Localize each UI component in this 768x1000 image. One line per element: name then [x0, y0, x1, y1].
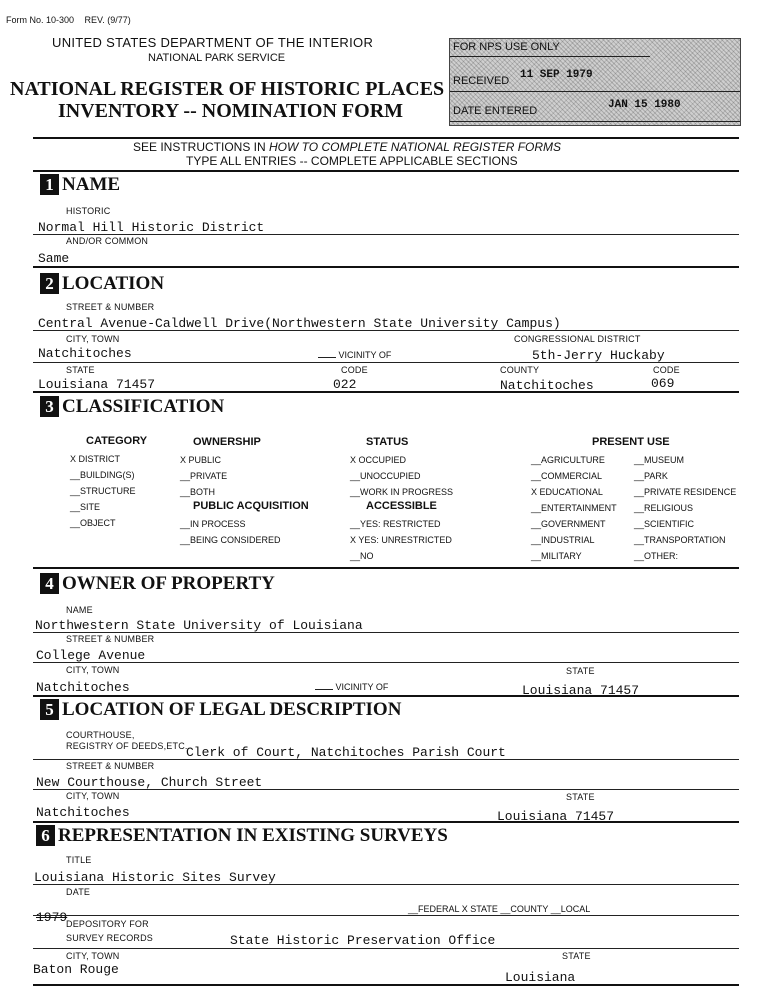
state-code-label: CODE — [341, 365, 368, 375]
use-park-option[interactable]: __PARK — [634, 471, 668, 481]
section-1-number: 1 — [40, 174, 59, 195]
common-name-field[interactable]: Same — [38, 251, 70, 266]
status-work-in-progress-option[interactable]: __WORK IN PROGRESS — [350, 487, 454, 497]
depository-label: DEPOSITORY FOR — [66, 919, 149, 929]
section-1-header — [40, 174, 120, 195]
section-3-title: CLASSIFICATION — [62, 396, 225, 417]
survey-title-label: TITLE — [66, 855, 92, 865]
common-name-label: AND/OR COMMON — [66, 236, 149, 246]
status-occupied-option[interactable]: X OCCUPIED — [350, 455, 407, 465]
use-agriculture-option[interactable]: __AGRICULTURE — [531, 455, 605, 465]
form-title-line1: NATIONAL REGISTER OF HISTORIC PLACES — [10, 78, 445, 100]
form-number-text: Form No. 10-300 — [6, 15, 75, 25]
vicinity-checkbox[interactable] — [318, 357, 336, 358]
owner-vicinity[interactable] — [315, 682, 388, 692]
owner-city-field[interactable]: Natchitoches — [36, 680, 130, 695]
accessible-restricted-option[interactable]: __YES: RESTRICTED — [350, 519, 441, 529]
registry-label: REGISTRY OF DEEDS,ETC. — [66, 741, 188, 751]
nps-box-divider — [450, 56, 650, 57]
form-revision: REV. (9/77) — [84, 15, 131, 25]
rule-section-5 — [33, 821, 739, 823]
instructions-line1 — [133, 140, 561, 154]
section-6-number: 6 — [36, 825, 55, 846]
owner-vicinity-checkbox[interactable] — [315, 689, 333, 690]
historic-label: HISTORIC — [66, 206, 111, 216]
section-4-header — [40, 573, 275, 594]
present-use-heading: PRESENT USE — [592, 436, 670, 448]
rule-section-3 — [33, 567, 739, 569]
county-field[interactable]: Natchitoches — [500, 378, 594, 393]
instructions-prefix: SEE INSTRUCTIONS IN — [133, 140, 270, 154]
service-name: NATIONAL PARK SERVICE — [148, 52, 286, 64]
received-stamp: 11 SEP 1979 — [520, 69, 593, 81]
survey-records-label: SURVEY RECORDS — [66, 933, 153, 943]
vicinity-label: VICINITY OF — [338, 350, 392, 360]
use-government-option[interactable]: __GOVERNMENT — [531, 519, 606, 529]
owner-city-label: CITY, TOWN — [66, 665, 120, 675]
survey-city-label: CITY, TOWN — [66, 951, 120, 961]
nps-box-heading: FOR NPS USE ONLY — [453, 41, 560, 53]
status-heading: STATUS — [366, 436, 409, 448]
department-name: UNITED STATES DEPARTMENT OF THE INTERIOR — [52, 35, 374, 50]
congressional-district-label: CONGRESSIONAL DISTRICT — [514, 334, 641, 344]
accessible-unrestricted-option[interactable]: X YES: UNRESTRICTED — [350, 535, 452, 545]
use-entertainment-option[interactable]: __ENTERTAINMENT — [531, 503, 617, 513]
depository-field[interactable]: State Historic Preservation Office — [230, 933, 496, 948]
date-entered-label: DATE ENTERED — [453, 105, 538, 117]
section-3-number: 3 — [40, 396, 59, 417]
date-entered-underline — [450, 121, 740, 122]
county-label: COUNTY — [500, 365, 540, 375]
rule-location-street — [33, 330, 739, 331]
rule-historic — [33, 234, 739, 235]
section-5-number: 5 — [40, 699, 59, 720]
public-acquisition-heading: PUBLIC ACQUISITION — [193, 500, 309, 512]
category-heading: CATEGORY — [86, 435, 148, 447]
survey-state-label: STATE — [562, 951, 591, 961]
location-vicinity[interactable] — [318, 350, 391, 360]
legal-state-label: STATE — [566, 792, 595, 802]
legal-state-field[interactable]: Louisiana 71457 — [497, 809, 615, 824]
rule-owner-name — [33, 632, 739, 633]
date-entered-stamp: JAN 15 1980 — [608, 99, 681, 111]
owner-street-label: STREET & NUMBER — [66, 634, 155, 644]
owner-name-field[interactable]: Northwestern State University of Louisiana — [35, 618, 363, 633]
historic-name-field[interactable]: Normal Hill Historic District — [38, 220, 265, 235]
rule-instructions — [33, 170, 739, 172]
section-6-header — [36, 825, 448, 846]
accessible-no-option[interactable]: __NO — [350, 551, 374, 561]
received-underline — [450, 91, 740, 92]
use-military-option[interactable]: __MILITARY — [531, 551, 582, 561]
section-5-header — [40, 699, 401, 720]
ownership-private-option[interactable]: __PRIVATE — [180, 471, 228, 481]
ownership-both-option[interactable]: __BOTH — [180, 487, 216, 497]
section-3-header — [40, 396, 224, 417]
owner-vicinity-label: VICINITY OF — [335, 682, 389, 692]
survey-date-field[interactable]: 1979 — [36, 910, 68, 925]
location-state-label: STATE — [66, 365, 95, 375]
survey-level-options[interactable]: __FEDERAL X STATE __COUNTY __LOCAL — [408, 904, 591, 914]
rule-survey-date — [33, 915, 739, 916]
location-city-label: CITY, TOWN — [66, 334, 120, 344]
use-religious-option[interactable]: __RELIGIOUS — [634, 503, 694, 513]
section-4-number: 4 — [40, 573, 59, 594]
use-industrial-option[interactable]: __INDUSTRIAL — [531, 535, 595, 545]
legal-street-field[interactable]: New Courthouse, Church Street — [36, 775, 263, 790]
section-4-title: OWNER OF PROPERTY — [62, 573, 275, 594]
section-1-title: NAME — [62, 174, 121, 195]
use-scientific-option[interactable]: __SCIENTIFIC — [634, 519, 695, 529]
location-city-field[interactable]: Natchitoches — [38, 346, 132, 361]
rule-depository — [33, 948, 739, 949]
received-label: RECEIVED — [453, 75, 510, 87]
use-transportation-option[interactable]: __TRANSPORTATION — [634, 535, 726, 545]
ownership-heading: OWNERSHIP — [193, 436, 261, 448]
acquisition-in-process-option[interactable]: __IN PROCESS — [180, 519, 246, 529]
nps-use-only-box — [449, 38, 741, 126]
section-5-title: LOCATION OF LEGAL DESCRIPTION — [62, 699, 402, 720]
use-museum-option[interactable]: __MUSEUM — [634, 455, 685, 465]
location-street-field[interactable]: Central Avenue-Caldwell Drive(Northwestern State University Campus) — [38, 316, 561, 331]
rule-section-2 — [33, 391, 739, 393]
rule-section-4 — [33, 695, 739, 697]
owner-state-label: STATE — [566, 666, 595, 676]
ownership-public-option[interactable]: X PUBLIC — [180, 455, 222, 465]
survey-state-field[interactable]: Louisiana — [505, 970, 576, 985]
rule-legal-street — [33, 789, 739, 790]
form-title-line2: INVENTORY -- NOMINATION FORM — [58, 100, 404, 122]
use-educational-option[interactable]: X EDUCATIONAL — [531, 487, 603, 497]
owner-name-label: NAME — [66, 605, 93, 615]
form-number — [6, 15, 131, 25]
survey-date-label: DATE — [66, 887, 91, 897]
legal-street-label: STREET & NUMBER — [66, 761, 155, 771]
rule-top — [33, 137, 739, 139]
state-code-field[interactable]: 022 — [333, 377, 357, 392]
category-buildings-option[interactable]: __BUILDING(S) — [70, 470, 135, 480]
courthouse-label: COURTHOUSE, — [66, 730, 135, 740]
accessible-heading: ACCESSIBLE — [366, 500, 437, 512]
county-code-field[interactable]: 069 — [651, 376, 675, 391]
survey-city-field[interactable]: Baton Rouge — [33, 962, 119, 977]
use-private-residence-option[interactable]: __PRIVATE RESIDENCE — [634, 487, 737, 497]
owner-street-field[interactable]: College Avenue — [36, 648, 146, 663]
legal-city-field[interactable]: Natchitoches — [36, 805, 130, 820]
section-2-title: LOCATION — [62, 273, 165, 294]
category-object-option[interactable]: __OBJECT — [70, 518, 116, 528]
acquisition-being-considered-option[interactable]: __BEING CONSIDERED — [180, 535, 281, 545]
rule-location-city — [33, 362, 739, 363]
rule-bottom — [33, 984, 739, 986]
owner-state-field[interactable]: Louisiana 71457 — [522, 683, 640, 698]
survey-title-field[interactable]: Louisiana Historic Sites Survey — [34, 870, 276, 885]
courthouse-field[interactable]: Clerk of Court, Natchitoches Parish Court — [186, 745, 506, 760]
rule-owner-street — [33, 662, 739, 663]
category-structure-option[interactable]: __STRUCTURE — [70, 486, 136, 496]
rule-survey-title — [33, 884, 739, 885]
category-site-option[interactable]: __SITE — [70, 502, 101, 512]
instructions-line2: TYPE ALL ENTRIES -- COMPLETE APPLICABLE SECTIONS — [186, 154, 518, 168]
legal-city-label: CITY, TOWN — [66, 791, 120, 801]
section-2-header — [40, 273, 164, 294]
instructions-reference: HOW TO COMPLETE NATIONAL REGISTER FORMS — [269, 140, 562, 154]
location-state-field[interactable]: Louisiana 71457 — [38, 377, 156, 392]
section-2-number: 2 — [40, 273, 59, 294]
use-commercial-option[interactable]: __COMMERCIAL — [531, 471, 603, 481]
section-6-title: REPRESENTATION IN EXISTING SURVEYS — [58, 825, 448, 846]
county-code-label: CODE — [653, 365, 680, 375]
use-other-option[interactable]: __OTHER: — [634, 551, 679, 561]
status-unoccupied-option[interactable]: __UNOCCUPIED — [350, 471, 421, 481]
rule-section-1 — [33, 266, 739, 268]
rule-courthouse — [33, 759, 739, 760]
congressional-district-field[interactable]: 5th-Jerry Huckaby — [532, 348, 665, 363]
category-district-option[interactable]: X DISTRICT — [70, 454, 121, 464]
location-street-label: STREET & NUMBER — [66, 302, 155, 312]
